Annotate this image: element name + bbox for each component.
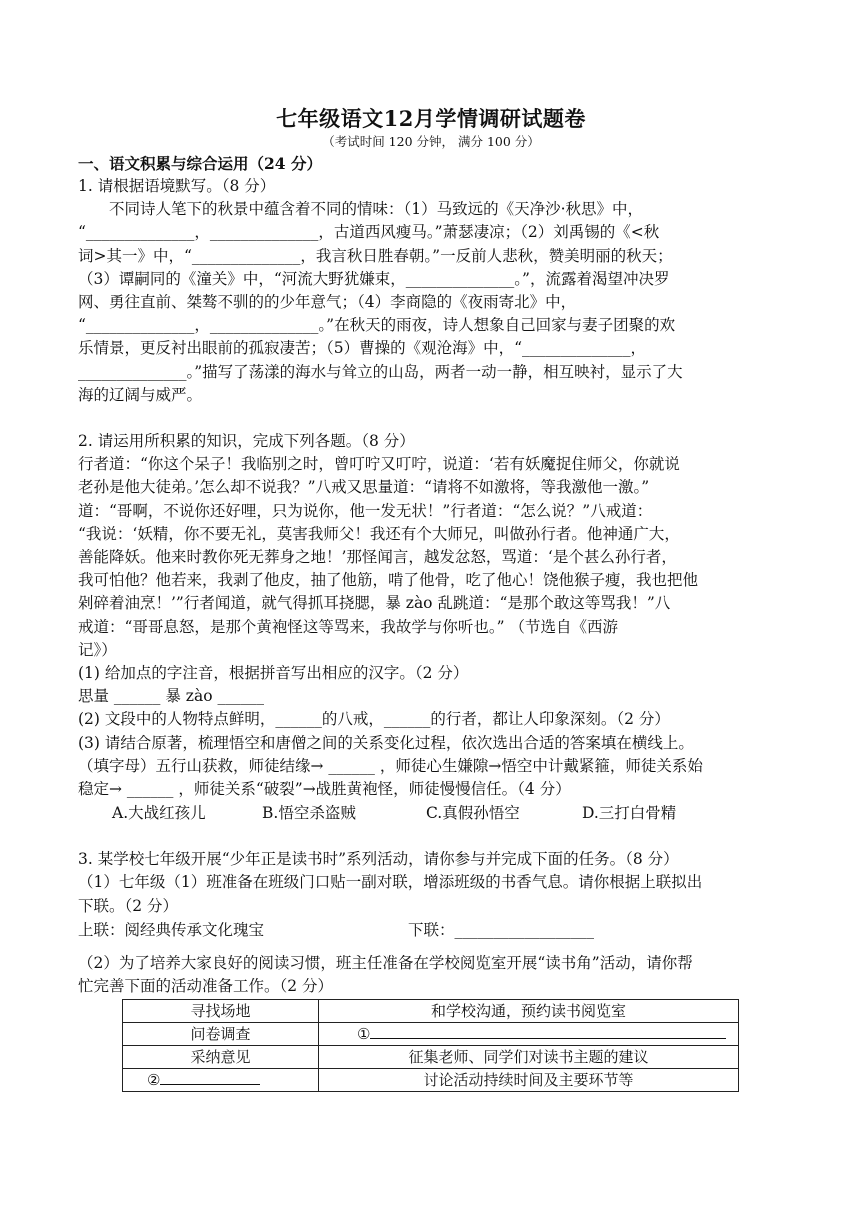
q1-title: 1. 请根据语境默写。（8 分） (78, 177, 276, 195)
exam-info: （考试时间 120 分钟， 满分 100 分） (322, 134, 540, 149)
q2-passage-line: 戒道：“哥哥息怒，是那个黄袍怪这等骂来，我故学与你听也。” （节选自《西游 (78, 617, 619, 636)
table-cell: 征集老师、同学们对读书主题的建议 (319, 1046, 739, 1069)
table-row (123, 1046, 739, 1069)
choice-b: B.悟空杀盗贼 (262, 804, 356, 823)
table-row (123, 1000, 739, 1023)
couplet-lower-blank[interactable]: 下联：__________________ (408, 920, 595, 939)
q1-line: “______________，______________，古道西风瘦马。”萧瑟凄凉；（2）刘禹锡的《<秋 (78, 223, 660, 242)
q2-title: 2. 请运用所积累的知识，完成下列各题。（8 分） (78, 432, 415, 451)
section-heading: 一、语文积累与综合运用（24 分） (78, 154, 322, 173)
q2-sub3-line: (3) 请结合原著，梳理悟空和唐僧之间的关系变化过程，依次选出合适的答案填在横线上。 (78, 733, 694, 752)
q2-passage-line: 行者道：“你这个呆子！我临别之时，曾叮咛又叮咛，说道：‘若有妖魔捉住师父，你就说 (78, 455, 680, 474)
q2-sub3-line[interactable]: 稳定→ ______ ，师徒关系“破裂”→战胜黄袍怪，师徒慢慢信任。（4 分） (78, 780, 571, 799)
q3-part2-line: 忙完善下面的活动准备工作。（2 分） (78, 977, 334, 996)
q1-line: 网、勇往直前、桀骜不驯的的少年意气；（4）李商隐的《夜雨寄北》中， (78, 293, 577, 312)
q2-sub1-answer[interactable]: 思量 ______ 暴 zào ______ (78, 687, 264, 706)
q2-sub1: (1) 给加点的字注音，根据拼音写出相应的汉字。（2 分） (78, 664, 469, 683)
choice-c: C.真假孙悟空 (426, 804, 520, 823)
couplet-upper: 上联：阅经典传承文化瑰宝 (78, 920, 265, 939)
answer-marker: ② (147, 1071, 161, 1090)
page-title: 七年级语文12月学情调研试题卷 (276, 106, 586, 131)
choice-list (78, 801, 784, 825)
q3-title: 3. 某学校七年级开展“少年正是读书时”系列活动，请你参与并完成下面的任务。（8 分） (78, 850, 679, 869)
table-row (123, 1023, 739, 1046)
q1-line: 海的辽阔与威严。 (78, 385, 203, 404)
q1-line: 乐情景，更反衬出眼前的孤寂凄苦；（5）曹操的《观沧海》中，“______________， (78, 339, 647, 358)
exam-page (78, 104, 784, 1092)
table-cell: 和学校沟通，预约读书阅览室 (319, 1000, 739, 1023)
choice-a: A.大战红孩儿 (112, 804, 206, 823)
table-cell: 寻找场地 (123, 1000, 319, 1023)
answer-marker: ① (357, 1025, 371, 1044)
answer-blank[interactable] (370, 1024, 726, 1039)
q2-passage-line: “我说：‘妖精，你不要无礼，莫害我师父！我还有个大师兄，叫做孙行者。他神通广大， (78, 524, 680, 543)
q3-part1-line: （1）七年级（1）班准备在班级门口贴一副对联，增添班级的书香气息。请你根据上联拟出 (78, 873, 703, 892)
q2-sub3-line[interactable]: （填字母）五行山获救，师徒结缘→ ______ ，师徒心生嫌隙→悟空中计戴紧箍，师徒关系始 (78, 756, 703, 775)
q1-line: （3）谭嗣同的《潼关》中，“河流大野犹嫌束，______________。”，流露着渴望冲决罗 (78, 269, 670, 288)
q2-passage-line: 善能降妖。他来时教你死无葬身之地！’那怪闻言，越发忿怒，骂道：‘是个甚么孙行者， (78, 548, 677, 567)
q2-passage-line: 我可怕他？他若来，我剥了他皮，抽了他筋，啃了他骨，吃了他心！饶他猴子瘦，我也把他 (78, 571, 699, 590)
activity-prep-table (122, 999, 739, 1092)
q2-passage-line: 老孙是他大徒弟。’怎么却不说我？”八戒又思量道：“请将不如激将，等我激他一激。” (78, 478, 650, 497)
answer-cell-2[interactable] (123, 1069, 319, 1092)
q1-line: ______________。”描写了荡漾的海水与耸立的山岛，两者一动一静，相互映衬，显示了大 (78, 362, 683, 381)
table-cell: 采纳意见 (123, 1046, 319, 1069)
q2-passage-line: 记》） (78, 640, 117, 659)
q3-part2-line: （2）为了培养大家良好的阅读习惯，班主任准备在学校阅览室开展“读书角”活动，请你帮 (78, 953, 693, 972)
couplet (78, 918, 784, 942)
q3-part1-line: 下联。（2 分） (78, 896, 179, 915)
table-cell: 问卷调查 (123, 1023, 319, 1046)
q2-passage-line: 剁碎着油烹！’”行者闻道，就气得抓耳挠腮，暴 zào 乱跳道：“是那个敢这等骂我！”八 (78, 594, 671, 613)
q1-line: 词>其一》中，“______________，我言秋日胜春朝。”一反前人悲秋，赞美明丽的秋天； (78, 246, 673, 265)
answer-cell-1[interactable] (319, 1023, 739, 1046)
table-row (123, 1069, 739, 1092)
q2-sub2[interactable]: (2) 文段中的人物特点鲜明，______的八戒，______的行者，都让人印象深刻。（2 分） (78, 710, 670, 729)
q1-line: “______________，______________。”在秋天的雨夜，诗人想象自己回家与妻子团聚的欢 (78, 316, 676, 335)
table-cell: 讨论活动持续时间及主要环节等 (319, 1069, 739, 1092)
q1-line: 不同诗人笔下的秋景中蕴含着不同的情味：（1）马致远的《天净沙·秋思》中， (109, 200, 644, 219)
q2-passage-line: 道：“哥啊，不说你还好哩，只为说你，他一发无状！”行者道：“怎么说？”八戒道： (78, 501, 653, 520)
choice-d: D.三打白骨精 (582, 804, 677, 823)
answer-blank[interactable] (160, 1070, 260, 1085)
